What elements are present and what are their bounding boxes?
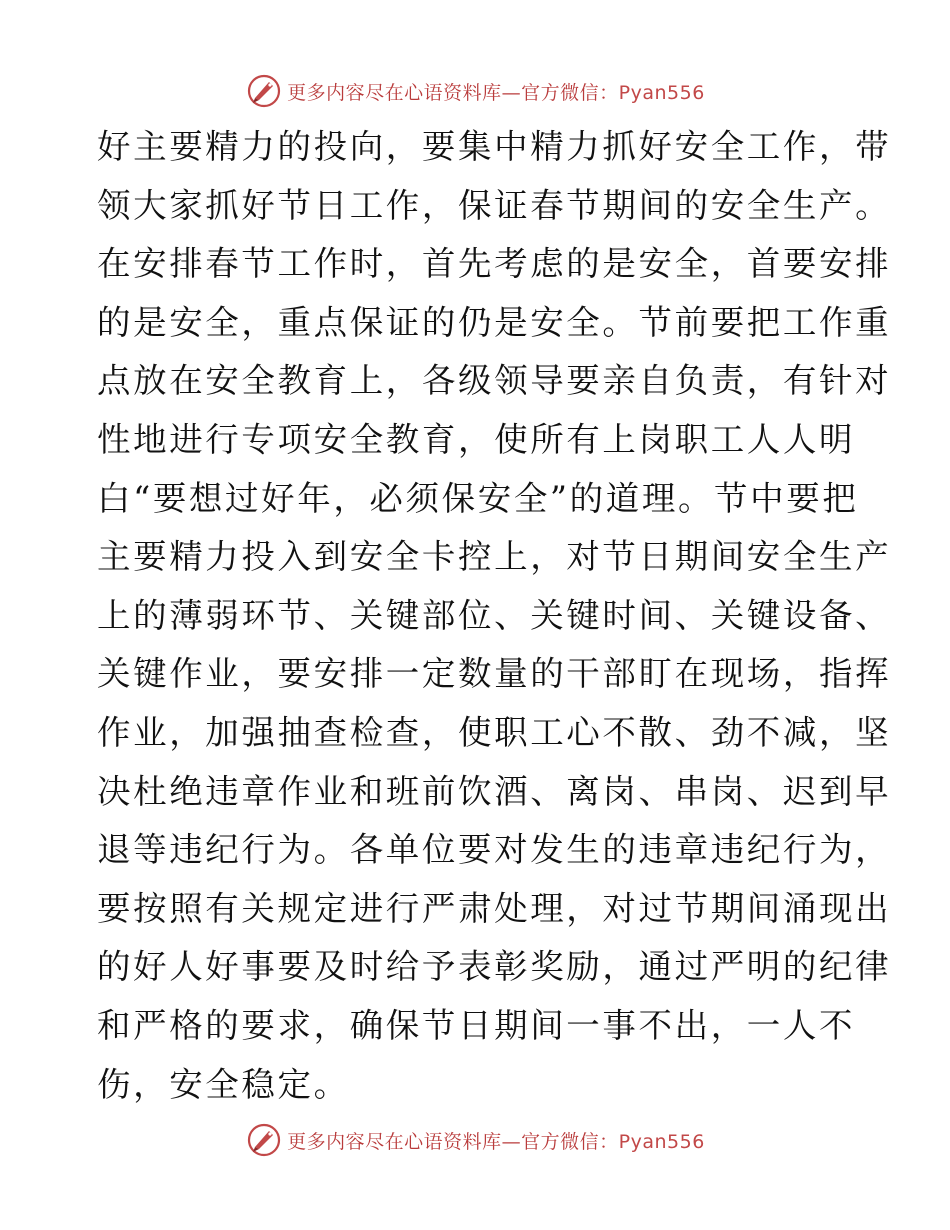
text-line: 退等违纪行为。各单位要对发生的违章违纪行为， [97, 830, 892, 870]
watermark-handle: Pyan556 [618, 1130, 705, 1153]
pen-nib-logo-icon [245, 72, 283, 110]
text-line: 在安排春节工作时，首先考虑的是安全，首要安排 [97, 244, 892, 284]
footer-watermark [0, 1120, 950, 1160]
text-line: 好主要精力的投向，要集中精力抓好安全工作，带 [97, 127, 892, 166]
text-line: 性地进行专项安全教育，使所有上岗职工人人明 [97, 419, 856, 459]
text-line: 作业，加强抽查检查，使职工心不散、劲不减，坚 [97, 712, 892, 752]
watermark-handle: Pyan556 [618, 81, 705, 104]
text-line: 和严格的要求，确保节日期间一事不出，一人不 [97, 1005, 856, 1045]
text-line: 关键作业，要安排一定数量的干部盯在现场，指挥 [97, 654, 892, 694]
text-line: 的好人好事要及时给予表彰奖励，通过严明的纪律 [97, 947, 892, 987]
pen-nib-logo-icon [245, 1121, 283, 1159]
header-watermark [0, 71, 950, 111]
text-line: 领大家抓好节日工作，保证春节期间的安全生产。 [97, 185, 892, 225]
text-line: 伤，安全稳定。 [97, 1064, 350, 1104]
text-line: 决杜绝违章作业和班前饮酒、离岗、串岗、迟到早 [97, 771, 892, 811]
text-line: 主要精力投入到安全卡控上，对节日期间安全生产 [97, 537, 892, 577]
watermark-text: 更多内容尽在心语资料库—官方微信：Pyan556 [287, 81, 705, 104]
document-body [97, 118, 892, 1114]
text-line: 要按照有关规定进行严肃处理，对过节期间涌现出 [97, 888, 892, 928]
text-line: 上的薄弱环节、关键部位、关键时间、关键设备、 [97, 595, 892, 635]
text-line: 点放在安全教育上，各级领导要亲自负责，有针对 [97, 361, 892, 401]
text-line: 的是安全，重点保证的仍是安全。节前要把工作重 [97, 302, 892, 342]
watermark-text: 更多内容尽在心语资料库—官方微信：Pyan556 [287, 1130, 705, 1153]
text-line: 白“要想过好年，必须保安全”的道理。节中要把 [97, 478, 859, 518]
